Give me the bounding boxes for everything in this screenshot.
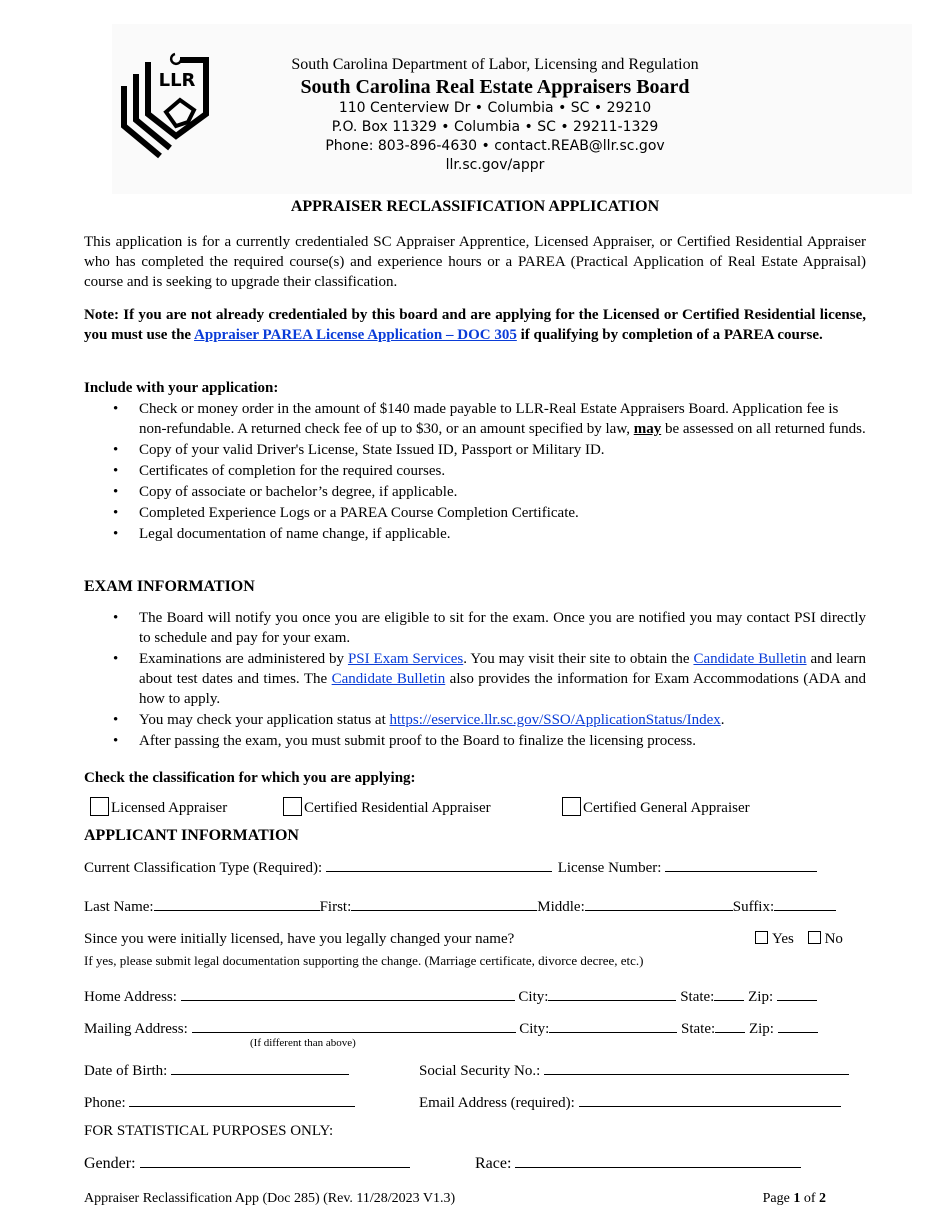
page-title: APPRAISER RECLASSIFICATION APPLICATION [290,198,660,215]
date-of-birth-field[interactable] [171,1059,349,1075]
dob-row: Date of Birth: [84,1059,866,1081]
po-box-address: P.O. Box 11329 • Columbia • SC • 29211-1329 [331,119,659,135]
current-classification-field[interactable] [326,856,552,872]
candidate-bulletin-link-2[interactable]: Candidate Bulletin [331,671,446,687]
mailing-city-field[interactable] [549,1017,677,1033]
note-paragraph: Note: If you are not already credentialed by this board and are applying for the Licensed or Certified Residential license, you must use the Appraiser PAREA License Application – DOC 305 if qualifying by completion of a PAREA course. [84,307,866,343]
licensed-appraiser-checkbox[interactable] [90,797,109,816]
include-heading: Include with your application: [84,380,279,396]
list-item: • Legal documentation of name change, if applicable. [84,524,866,544]
exam-heading: EXAM INFORMATION [84,578,255,595]
option-licensed-appraiser[interactable]: Licensed Appraiser [90,797,227,818]
parea-application-link[interactable]: Appraiser PAREA License Application – DOC 305 [194,327,517,343]
classification-license-row: Current Classification Type (Required): License Number: [84,856,866,878]
gender-field[interactable] [140,1152,410,1168]
mailing-address-row: Mailing Address: City: State: Zip: [84,1017,866,1039]
last-name-field[interactable] [154,895,320,911]
psi-exam-services-link[interactable]: PSI Exam Services [347,651,464,667]
email-row: Email Address (required): [419,1091,841,1113]
name-change-no[interactable]: No [808,931,843,947]
statistical-heading: FOR STATISTICAL PURPOSES ONLY: [84,1123,334,1139]
list-item: • Completed Experience Logs or a PAREA Course Completion Certificate. [84,503,866,523]
mailing-address-field[interactable] [192,1017,516,1033]
name-change-question: Since you were initially licensed, have you legally changed your name? [84,931,515,947]
yes-checkbox[interactable] [755,931,768,944]
certified-general-checkbox[interactable] [562,797,581,816]
board-website: llr.sc.gov/appr [445,157,545,173]
option-certified-residential[interactable]: Certified Residential Appraiser [283,797,491,818]
department-name: South Carolina Department of Labor, Licensing and Regulation [291,56,699,73]
list-item: • Certificates of completion for the required courses. [84,461,866,481]
list-item: • You may check your application status at https://eservice.llr.sc.gov/SSO/ApplicationStatus/Index. [84,710,866,730]
applicant-heading: APPLICANT INFORMATION [84,827,299,844]
suffix-field[interactable] [774,895,836,911]
contact-phone-email: Phone: 803-896-4630 • contact.REAB@llr.sc.gov [325,138,665,154]
list-item: • Copy of your valid Driver's License, State Issued ID, Passport or Military ID. [84,440,866,460]
mailing-state-field[interactable] [715,1017,745,1033]
phone-field[interactable] [129,1091,355,1107]
home-zip-field[interactable] [777,985,817,1001]
svg-text:LLR: LLR [158,70,196,91]
middle-name-field[interactable] [585,895,733,911]
ssn-field[interactable] [544,1059,849,1075]
list-item: • Check or money order in the amount of $140 made payable to LLR-Real Estate Appraisers Board. Application fee is non-refundable. A returned check fee of up to $30, or an amount specified by law, may be assessed on all returned funds. [84,399,866,439]
race-field[interactable] [515,1152,801,1168]
ssn-row: Social Security No.: [419,1059,849,1081]
street-address: 110 Centerview Dr • Columbia • SC • 29210 [338,100,652,116]
name-change-note: If yes, please submit legal documentation supporting the change. (Marriage certificate, divorce decree, etc.) [84,953,644,968]
list-item: • Copy of associate or bachelor’s degree, if applicable. [84,482,866,502]
home-state-field[interactable] [714,985,744,1001]
page-number: Page 1 of 2 [762,1191,826,1206]
application-status-link[interactable]: https://eservice.llr.sc.gov/SSO/ApplicationStatus/Index [389,712,721,728]
board-name: South Carolina Real Estate Appraisers Board [300,76,690,98]
name-change-options [755,929,843,949]
email-field[interactable] [579,1091,841,1107]
race-row: Race: [475,1152,801,1174]
gender-row: Gender: [84,1152,866,1174]
list-item: • After passing the exam, you must submit proof to the Board to finalize the licensing process. [84,731,866,751]
no-checkbox[interactable] [808,931,821,944]
footer-doc-id: Appraiser Reclassification App (Doc 285) (Rev. 11/28/2023 V1.3) [84,1191,456,1206]
classification-heading: Check the classification for which you are applying: [84,770,416,786]
list-item: • The Board will notify you once you are eligible to sit for the exam. Once you are notified you may contact PSI directly to schedule and pay for your exam. [84,608,866,648]
home-address-row: Home Address: City: State: Zip: [84,985,866,1007]
name-change-yes[interactable]: Yes [755,931,794,947]
mailing-address-note: (If different than above) [250,1037,356,1049]
intro-paragraph: This application is for a currently credentialed SC Appraiser Apprentice, Licensed Appraiser, or Certified Residential Appraiser who has completed the required course(s) and experience hours or a PAREA (Practical Application of Real Estate Appraisal) course and is seeking to upgrade their classification. [84,234,866,290]
option-certified-general[interactable]: Certified General Appraiser [562,797,750,818]
include-list [84,399,866,544]
name-row: Last Name: First: Middle: Suffix: [84,895,866,917]
license-number-field[interactable] [665,856,817,872]
phone-row: Phone: [84,1091,866,1113]
candidate-bulletin-link[interactable]: Candidate Bulletin [693,651,807,667]
list-item: • Examinations are administered by PSI Exam Services. You may visit their site to obtain the Candidate Bulletin and learn about test dates and times. The Candidate Bulletin also provides the information for Exam Accommodations (ADA and how to apply. [84,649,866,709]
mailing-zip-field[interactable] [778,1017,818,1033]
certified-residential-checkbox[interactable] [283,797,302,816]
exam-list [84,608,866,751]
first-name-field[interactable] [351,895,537,911]
home-city-field[interactable] [548,985,676,1001]
home-address-field[interactable] [181,985,515,1001]
